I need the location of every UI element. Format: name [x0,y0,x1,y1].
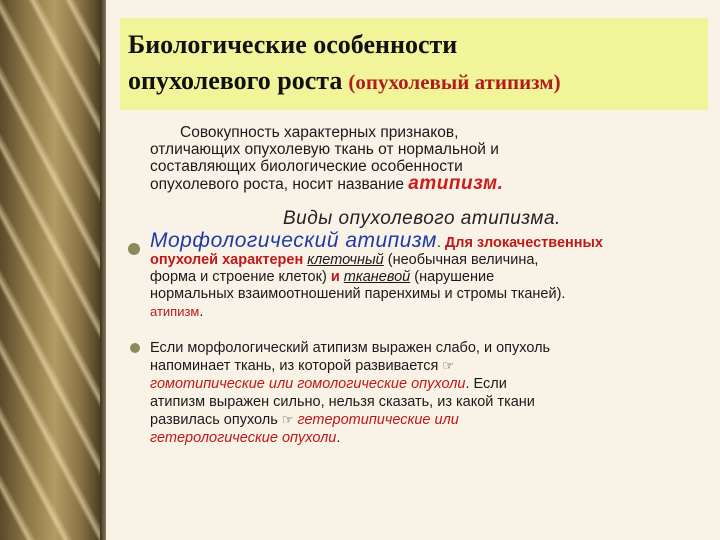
text: форма и строение клеток) [150,269,327,285]
cell-term: клеточный [307,252,384,268]
point-line [150,411,710,429]
atypism-term: атипизм. [408,173,504,194]
title-line-2 [128,66,561,96]
intro-line: Совокупность характерных признаков, [180,124,459,141]
homologous-point [150,339,710,447]
lead-text: Для злокачественных [444,235,603,251]
homotypic-term: гомотипические или гомологические опухоли [150,376,466,392]
text: (необычная величина, [387,252,539,268]
pointing-hand-icon: ☞ [281,412,294,427]
lead-cont: опухолей характерен [150,252,304,268]
point-line: нормальных взаимоотношений паренхимы и стромы тканей). [150,286,566,302]
text: напоминает ткань, из которой развивается [150,358,439,374]
point-line: атипизм выражен сильно, нельзя сказать, из какой ткани [150,394,535,410]
bullet-icon [128,243,140,255]
point-line [150,375,710,393]
point-line: Если морфологический атипизм выражен слабо, и опухоль [150,340,551,356]
decorative-gold-band [0,0,100,540]
point-line [150,357,710,375]
title-paren: (опухолевый атипизм) [348,70,561,94]
point-line [150,303,710,321]
and-word: и [330,269,340,285]
bullet-icon [130,343,140,353]
heterotypic-term: гетеротипические или [297,412,459,428]
heterotypic-term-cont: гетерологические опухоли [150,430,337,446]
text: . Если [465,376,507,392]
dot: . [436,235,441,251]
text: развилась опухоль [150,412,278,428]
text: (нарушение [414,269,495,285]
intro-line [150,175,705,193]
intro-line: составляющих биологические особенности [150,158,463,175]
title-line-1: Биологические особенности [128,30,458,59]
pointing-hand-icon: ☞ [442,358,455,373]
title-main: опухолевого роста [128,66,343,95]
intro-text: опухолевого роста, носит название [150,176,404,193]
atypism-word: атипизм [150,304,200,319]
intro-paragraph [150,124,705,193]
morph-term: Морфологический атипизм [150,229,437,252]
section-subheading: Виды опухолевого атипизма. [283,208,561,229]
point-line [150,269,710,286]
intro-line: отличающих опухолевую ткань от нормальной и [150,141,499,158]
dot: . [199,304,204,320]
morphological-point [150,229,710,321]
dot: . [336,430,341,446]
point-line [150,229,710,252]
point-line [150,429,710,447]
point-line [150,252,710,269]
tissue-term: тканевой [343,269,411,285]
